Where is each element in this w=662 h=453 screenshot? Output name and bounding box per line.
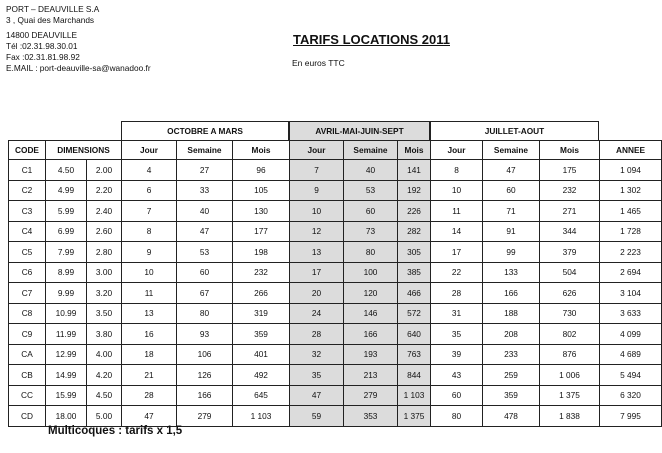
- cell-width: 4.20: [87, 365, 122, 386]
- page-subtitle: En euros TTC: [292, 58, 345, 68]
- cell-semaine: 47: [483, 160, 540, 181]
- cell-semaine: 146: [344, 303, 398, 324]
- cell-semaine: 233: [483, 344, 540, 365]
- cell-code: C9: [9, 324, 46, 345]
- table-row: [9, 406, 662, 427]
- cell-code: C3: [9, 201, 46, 222]
- cell-jour: 28: [290, 324, 344, 345]
- cell-annee: 1 728: [600, 221, 662, 242]
- cell-code: CC: [9, 385, 46, 406]
- cell-semaine: 126: [177, 365, 233, 386]
- cell-jour: 43: [431, 365, 483, 386]
- cell-length: 10.99: [46, 303, 87, 324]
- cell-semaine: 213: [344, 365, 398, 386]
- cell-length: 6.99: [46, 221, 87, 242]
- cell-semaine: 279: [344, 385, 398, 406]
- company-city: 14800 DEAUVILLE: [6, 30, 78, 40]
- cell-mois: 319: [233, 303, 290, 324]
- cell-mois: 504: [540, 262, 600, 283]
- cell-jour: 11: [431, 201, 483, 222]
- cell-mois: 1 006: [540, 365, 600, 386]
- cell-jour: 22: [431, 262, 483, 283]
- cell-semaine: 33: [177, 180, 233, 201]
- cell-semaine: 80: [177, 303, 233, 324]
- col-semaine: Semaine: [344, 141, 398, 160]
- cell-semaine: 99: [483, 242, 540, 263]
- cell-code: C8: [9, 303, 46, 324]
- cell-annee: 1 302: [600, 180, 662, 201]
- col-semaine: Semaine: [177, 141, 233, 160]
- cell-jour: 7: [122, 201, 177, 222]
- cell-jour: 39: [431, 344, 483, 365]
- tariff-table: [8, 140, 662, 427]
- company-name: PORT – DEAUVILLE S.A: [6, 4, 100, 14]
- cell-jour: 35: [290, 365, 344, 386]
- cell-jour: 11: [122, 283, 177, 304]
- cell-jour: 47: [290, 385, 344, 406]
- cell-length: 4.99: [46, 180, 87, 201]
- cell-mois: 1 375: [540, 385, 600, 406]
- cell-jour: 32: [290, 344, 344, 365]
- cell-mois: 466: [398, 283, 431, 304]
- cell-annee: 3 633: [600, 303, 662, 324]
- cell-jour: 47: [122, 406, 177, 427]
- col-jour: Jour: [122, 141, 177, 160]
- cell-jour: 59: [290, 406, 344, 427]
- cell-mois: 141: [398, 160, 431, 181]
- cell-jour: 7: [290, 160, 344, 181]
- col-mois: Mois: [540, 141, 600, 160]
- cell-length: 9.99: [46, 283, 87, 304]
- cell-semaine: 106: [177, 344, 233, 365]
- cell-jour: 10: [431, 180, 483, 201]
- cell-width: 2.00: [87, 160, 122, 181]
- cell-jour: 14: [431, 221, 483, 242]
- cell-jour: 16: [122, 324, 177, 345]
- cell-semaine: 193: [344, 344, 398, 365]
- col-code: CODE: [9, 141, 46, 160]
- table-row: [9, 365, 662, 386]
- company-tel: Tél :02.31.98.30.01: [6, 41, 78, 51]
- cell-width: 4.00: [87, 344, 122, 365]
- cell-code: CD: [9, 406, 46, 427]
- period-header-winter: OCTOBRE A MARS: [121, 121, 289, 141]
- cell-length: 14.99: [46, 365, 87, 386]
- cell-jour: 10: [290, 201, 344, 222]
- table-row: [9, 324, 662, 345]
- table-row: [9, 303, 662, 324]
- cell-code: C4: [9, 221, 46, 242]
- cell-jour: 20: [290, 283, 344, 304]
- cell-mois: 645: [233, 385, 290, 406]
- cell-jour: 18: [122, 344, 177, 365]
- cell-semaine: 73: [344, 221, 398, 242]
- cell-semaine: 166: [177, 385, 233, 406]
- cell-width: 3.50: [87, 303, 122, 324]
- cell-mois: 492: [233, 365, 290, 386]
- cell-code: C5: [9, 242, 46, 263]
- col-semaine: Semaine: [483, 141, 540, 160]
- cell-mois: 130: [233, 201, 290, 222]
- cell-annee: 2 694: [600, 262, 662, 283]
- cell-mois: 344: [540, 221, 600, 242]
- table-row: [9, 344, 662, 365]
- cell-semaine: 71: [483, 201, 540, 222]
- cell-width: 3.80: [87, 324, 122, 345]
- cell-mois: 232: [540, 180, 600, 201]
- cell-jour: 17: [290, 262, 344, 283]
- col-mois: Mois: [398, 141, 431, 160]
- cell-mois: 1 838: [540, 406, 600, 427]
- cell-mois: 226: [398, 201, 431, 222]
- cell-annee: 2 223: [600, 242, 662, 263]
- cell-jour: 17: [431, 242, 483, 263]
- cell-semaine: 80: [344, 242, 398, 263]
- cell-width: 4.50: [87, 385, 122, 406]
- cell-semaine: 166: [483, 283, 540, 304]
- cell-mois: 359: [233, 324, 290, 345]
- company-address: [6, 4, 151, 74]
- cell-mois: 305: [398, 242, 431, 263]
- cell-length: 12.99: [46, 344, 87, 365]
- cell-semaine: 478: [483, 406, 540, 427]
- cell-mois: 266: [233, 283, 290, 304]
- cell-mois: 626: [540, 283, 600, 304]
- cell-width: 3.00: [87, 262, 122, 283]
- cell-jour: 12: [290, 221, 344, 242]
- cell-semaine: 120: [344, 283, 398, 304]
- period-headers: [121, 121, 599, 141]
- cell-jour: 9: [290, 180, 344, 201]
- cell-mois: 192: [398, 180, 431, 201]
- cell-jour: 8: [431, 160, 483, 181]
- cell-annee: 7 995: [600, 406, 662, 427]
- cell-jour: 9: [122, 242, 177, 263]
- period-header-spring: AVRIL-MAI-JUIN-SEPT: [289, 121, 430, 141]
- company-fax: Fax :02.31.81.98.92: [6, 52, 80, 62]
- cell-mois: 379: [540, 242, 600, 263]
- cell-jour: 8: [122, 221, 177, 242]
- page-title: TARIFS LOCATIONS 2011: [293, 32, 450, 47]
- cell-mois: 1 103: [233, 406, 290, 427]
- cell-semaine: 133: [483, 262, 540, 283]
- cell-mois: 175: [540, 160, 600, 181]
- cell-annee: 1 465: [600, 201, 662, 222]
- cell-jour: 13: [290, 242, 344, 263]
- cell-annee: 4 099: [600, 324, 662, 345]
- cell-mois: 282: [398, 221, 431, 242]
- cell-semaine: 53: [177, 242, 233, 263]
- cell-length: 8.99: [46, 262, 87, 283]
- cell-jour: 4: [122, 160, 177, 181]
- cell-semaine: 208: [483, 324, 540, 345]
- cell-code: C6: [9, 262, 46, 283]
- cell-code: CB: [9, 365, 46, 386]
- cell-mois: 572: [398, 303, 431, 324]
- table-row: [9, 201, 662, 222]
- cell-semaine: 53: [344, 180, 398, 201]
- cell-semaine: 40: [344, 160, 398, 181]
- cell-annee: 3 104: [600, 283, 662, 304]
- cell-semaine: 259: [483, 365, 540, 386]
- cell-mois: 763: [398, 344, 431, 365]
- cell-mois: 876: [540, 344, 600, 365]
- period-header-summer: JUILLET-AOUT: [430, 121, 599, 141]
- table-row: [9, 385, 662, 406]
- cell-semaine: 91: [483, 221, 540, 242]
- table-header-row: [9, 141, 662, 160]
- cell-semaine: 60: [177, 262, 233, 283]
- col-jour: Jour: [290, 141, 344, 160]
- cell-width: 2.80: [87, 242, 122, 263]
- cell-length: 4.50: [46, 160, 87, 181]
- cell-jour: 24: [290, 303, 344, 324]
- cell-jour: 21: [122, 365, 177, 386]
- cell-semaine: 60: [344, 201, 398, 222]
- company-street: 3 , Quai des Marchands: [6, 15, 95, 25]
- cell-jour: 35: [431, 324, 483, 345]
- cell-annee: 1 094: [600, 160, 662, 181]
- cell-mois: 271: [540, 201, 600, 222]
- cell-code: C1: [9, 160, 46, 181]
- col-mois: Mois: [233, 141, 290, 160]
- cell-mois: 844: [398, 365, 431, 386]
- cell-annee: 5 494: [600, 365, 662, 386]
- cell-semaine: 166: [344, 324, 398, 345]
- cell-mois: 640: [398, 324, 431, 345]
- cell-mois: 105: [233, 180, 290, 201]
- table-row: [9, 221, 662, 242]
- cell-mois: 198: [233, 242, 290, 263]
- cell-mois: 1 103: [398, 385, 431, 406]
- col-jour: Jour: [431, 141, 483, 160]
- cell-width: 2.60: [87, 221, 122, 242]
- cell-width: 2.40: [87, 201, 122, 222]
- cell-semaine: 27: [177, 160, 233, 181]
- company-email: E.MAIL : port-deauville-sa@wanadoo.fr: [6, 63, 151, 73]
- cell-annee: 4 689: [600, 344, 662, 365]
- cell-semaine: 93: [177, 324, 233, 345]
- table-row: [9, 180, 662, 201]
- cell-mois: 385: [398, 262, 431, 283]
- cell-mois: 401: [233, 344, 290, 365]
- cell-semaine: 188: [483, 303, 540, 324]
- table-row: [9, 262, 662, 283]
- cell-semaine: 359: [483, 385, 540, 406]
- cell-mois: 232: [233, 262, 290, 283]
- cell-mois: 177: [233, 221, 290, 242]
- cell-length: 15.99: [46, 385, 87, 406]
- cell-mois: 1 375: [398, 406, 431, 427]
- cell-length: 5.99: [46, 201, 87, 222]
- cell-width: 5.00: [87, 406, 122, 427]
- cell-width: 2.20: [87, 180, 122, 201]
- cell-annee: 6 320: [600, 385, 662, 406]
- cell-width: 3.20: [87, 283, 122, 304]
- cell-jour: 28: [122, 385, 177, 406]
- col-dimensions: DIMENSIONS: [46, 141, 122, 160]
- cell-semaine: 47: [177, 221, 233, 242]
- cell-semaine: 40: [177, 201, 233, 222]
- multihull-note: Multicoques : tarifs x 1,5: [48, 425, 183, 437]
- cell-length: 11.99: [46, 324, 87, 345]
- cell-jour: 80: [431, 406, 483, 427]
- cell-semaine: 100: [344, 262, 398, 283]
- table-row: [9, 160, 662, 181]
- cell-jour: 10: [122, 262, 177, 283]
- cell-jour: 60: [431, 385, 483, 406]
- cell-jour: 13: [122, 303, 177, 324]
- cell-semaine: 279: [177, 406, 233, 427]
- cell-length: 18.00: [46, 406, 87, 427]
- cell-semaine: 353: [344, 406, 398, 427]
- cell-jour: 31: [431, 303, 483, 324]
- cell-semaine: 67: [177, 283, 233, 304]
- cell-mois: 730: [540, 303, 600, 324]
- col-annee: ANNEE: [600, 141, 662, 160]
- table-row: [9, 283, 662, 304]
- cell-code: C2: [9, 180, 46, 201]
- table-row: [9, 242, 662, 263]
- cell-jour: 6: [122, 180, 177, 201]
- cell-length: 7.99: [46, 242, 87, 263]
- cell-code: C7: [9, 283, 46, 304]
- cell-semaine: 60: [483, 180, 540, 201]
- cell-jour: 28: [431, 283, 483, 304]
- cell-mois: 96: [233, 160, 290, 181]
- cell-mois: 802: [540, 324, 600, 345]
- cell-code: CA: [9, 344, 46, 365]
